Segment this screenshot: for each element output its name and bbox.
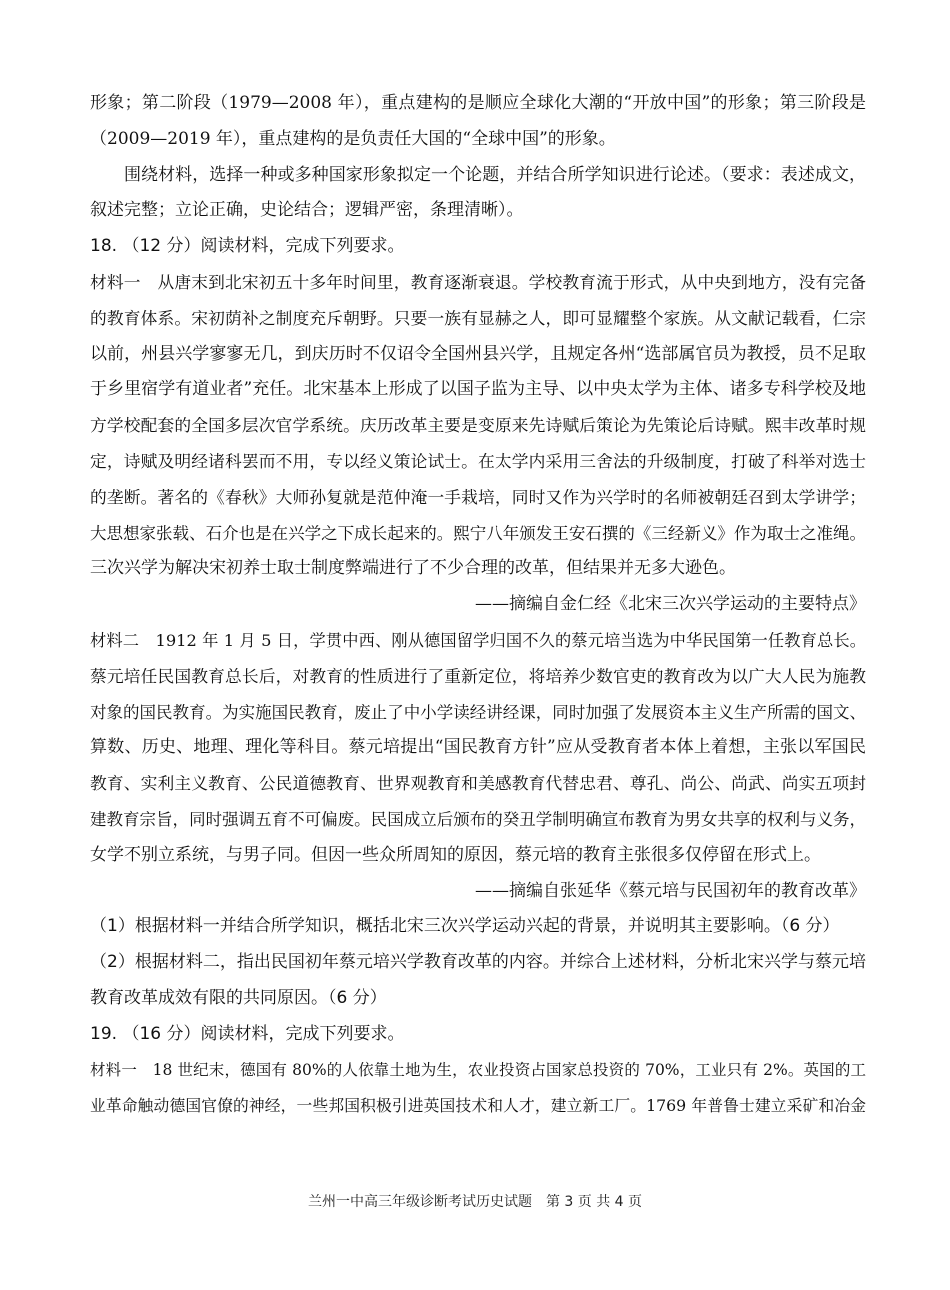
q18-material-2: [90, 623, 866, 909]
material-source: ——摘编自张延华《蔡元培与民国初年的教育改革》: [475, 880, 866, 901]
question-19: [90, 1017, 866, 1124]
material-line: 定，诗赋及明经诸科罢而不用，专以经义策论试士。在太学内采用三舍法的升级制度，打破了科举对选士: [90, 450, 866, 471]
text-line: （2009—2019 年），重点建构的是负责任大国的“全球中国”的形象。: [90, 128, 616, 149]
sub-question-1: （1）根据材料一并结合所学知识，概括北宋三次兴学运动兴起的背景，并说明其主要影响。（6 分）: [90, 916, 840, 937]
material-line: 方学校配套的全国多层次官学系统。庆历改革主要是变原来先诗赋后策论为先策论后诗赋。熙丰改革时规: [90, 415, 866, 436]
material-source: ——摘编自金仁经《北宋三次兴学运动的主要特点》: [475, 594, 866, 615]
material-line: 教育、实利主义教育、公民道德教育、世界观教育和美感教育代替忠君、尊孔、尚公、尚武、尚实五项封: [90, 773, 866, 794]
material-line: 的教育体系。宋初荫补之制度充斥朝野。只要一族有显赫之人，即可显耀整个家族。从文献记载看，仁宗: [90, 307, 866, 328]
material-line: 于乡里宿学有道业者”充任。北宋基本上形成了以国子监为主导、以中央太学为主体、诸多专科学校及地: [90, 379, 866, 400]
q18-material-1: [90, 265, 866, 623]
question-heading: 18. （12 分）阅读材料，完成下列要求。: [90, 236, 405, 257]
page-footer: 兰州一中高三年级诊断考试历史试题 第 3 页 共 4 页: [307, 1194, 643, 1210]
material-line: 蔡元培任民国教育总长后，对教育的性质进行了重新定位，将培养少数官吏的教育改为以广大人民为施教: [90, 665, 866, 686]
text-line: 形象；第二阶段（1979—2008 年），重点建构的是顺应全球化大潮的“开放中国”的形象；第三阶段是: [90, 93, 866, 113]
sub-question-2-cont: 教育改革成效有限的共同原因。（6 分）: [90, 987, 387, 1008]
material-line: 对象的国民教育。为实施国民教育，废止了中小学读经讲经课，同时加强了发展资本主义生产所需的国文、: [90, 702, 866, 722]
q17-tail: [90, 86, 866, 229]
material-line: 材料一 从唐末到北宋初五十多年时间里，教育逐渐衰退。学校教育流于形式，从中央到地方，没有完备: [90, 271, 866, 292]
exam-page: [90, 86, 866, 1124]
material-line: 的垄断。著名的《春秋》大师孙复就是范仲淹一手栽培，同时又作为兴学时的名师被朝廷召到太学讲学；: [90, 486, 866, 507]
material-line: 三次兴学为解决宋初养士取士制度弊端进行了不少合理的改革，但结果并无多大逊色。: [90, 558, 736, 579]
material-line: 建教育宗旨，同时强调五育不可偏废。民国成立后颁布的癸丑学制明确宣布教育为男女共享的权利与义务，: [90, 809, 866, 829]
material-line: 算数、历史、地理、理化等科目。蔡元培提出“国民教育方针”应从受教育者本体上着想，主张以军国民: [90, 737, 866, 758]
instruction-line: 叙述完整；立论正确，史论结合；逻辑严密，条理清晰）。: [90, 200, 524, 221]
material-line: 大思想家张载、石介也是在兴学之下成长起来的。熙宁八年颁发王安石撰的《三经新义》作为取士之准绳。: [90, 523, 866, 543]
question-heading: 19. （16 分）阅读材料，完成下列要求。: [90, 1023, 405, 1044]
material-line: 材料二 1912 年 1 月 5 日，学贯中西、刚从德国留学归国不久的蔡元培当选为中华民国第一任教育总长。: [90, 630, 866, 650]
material-line: 以前，州县兴学寥寥无几，到庆历时不仅诏令全国州县兴学，且规定各州“选部属官员为教授，员不足取: [90, 343, 866, 364]
material-line: 业革命触动德国官僚的神经，一些邦国积极引进英国技术和人才，建立新工厂。1769 年普鲁士建立采矿和冶金: [90, 1096, 866, 1116]
material-line: 女学不别立系统，与男子同。但因一些众所周知的原因，蔡元培的教育主张很多仅停留在形式上。: [90, 844, 821, 865]
sub-question-2: （2）根据材料二，指出民国初年蔡元培兴学教育改革的内容。并综合上述材料，分析北宋兴学与蔡元培: [90, 952, 866, 973]
material-line: 材料一 18 世纪末，德国有 80%的人依靠土地为生，农业投资占国家总投资的 70%，工业只有 2%。英国的工: [90, 1060, 866, 1079]
question-18: [90, 229, 866, 1017]
instruction-line: 围绕材料，选择一种或多种国家形象拟定一个论题，并结合所学知识进行论述。（要求：表述成文，: [124, 164, 866, 185]
